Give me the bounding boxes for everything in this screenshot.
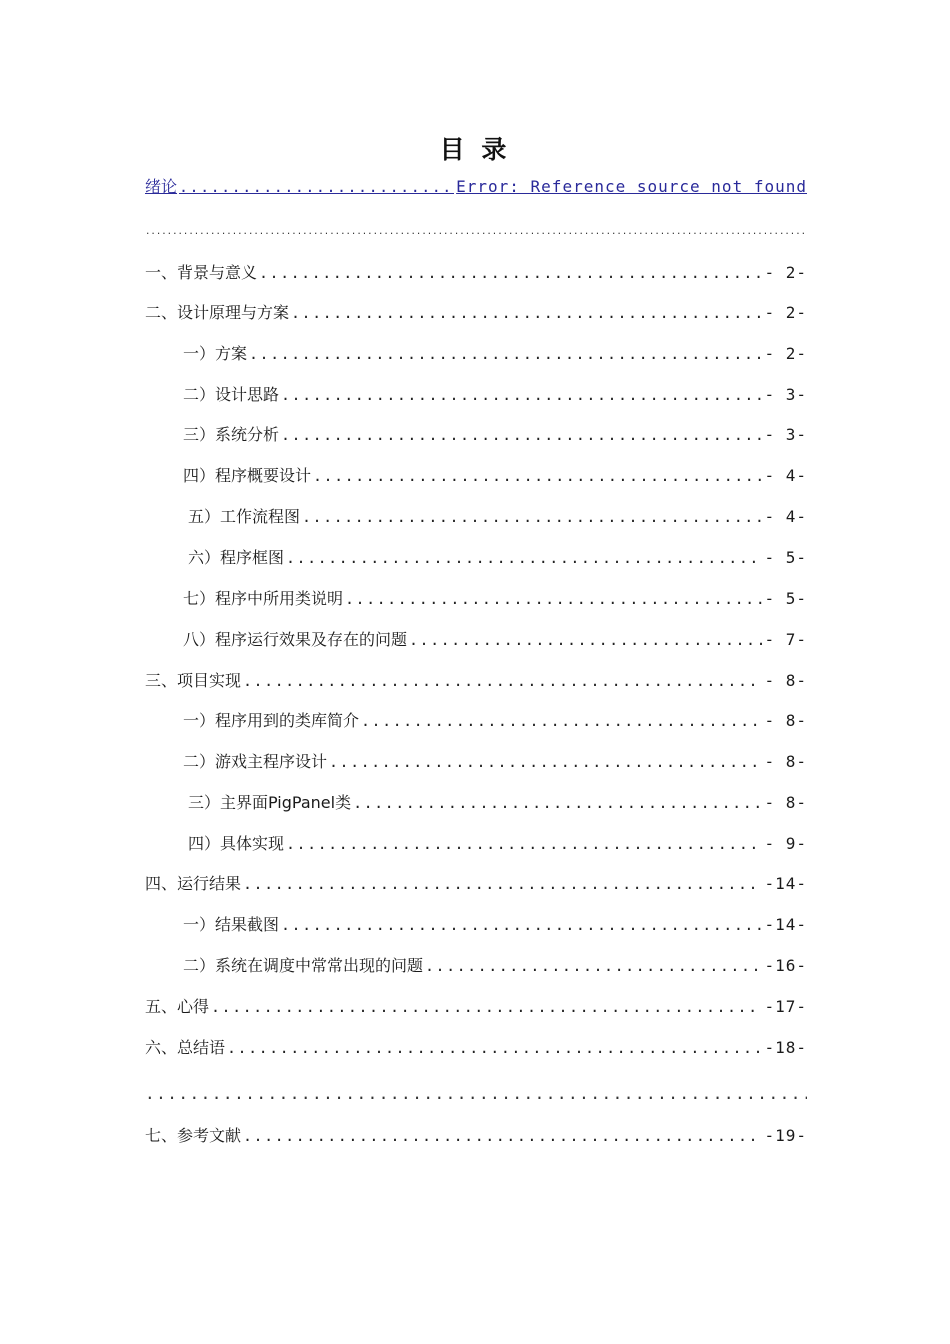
toc-entry-page: - 8- — [764, 752, 807, 771]
leader-dots — [249, 342, 762, 366]
toc-entry[interactable] — [183, 709, 807, 733]
leader-dots — [281, 383, 762, 407]
toc-entry-page: - 7- — [764, 630, 807, 649]
toc-entry-label: 八）程序运行效果及存在的问题 — [183, 630, 408, 649]
toc-entry[interactable] — [188, 791, 807, 815]
toc-entry-label: 三）系统分析 — [183, 425, 280, 444]
toc-entry[interactable] — [183, 464, 807, 488]
toc-entry-label: 三、项目实现 — [145, 671, 242, 690]
leader-dots — [243, 1124, 762, 1148]
toc-entry-page: - 2- — [764, 263, 807, 282]
leader-dots — [243, 669, 762, 693]
toc-entry-page: - 5- — [764, 589, 807, 608]
leader-dots — [286, 832, 762, 856]
toc-entry-label: 二、设计原理与方案 — [145, 303, 290, 322]
toc-entry-page: - 3- — [764, 425, 807, 444]
leader-dots — [353, 791, 762, 815]
leader-dots — [291, 301, 762, 325]
leader-dots — [179, 175, 454, 199]
toc-entry[interactable] — [183, 750, 807, 774]
toc-entry-label: 七、参考文献 — [145, 1126, 242, 1145]
toc-entry-page: -19- — [764, 1126, 807, 1145]
toc-entry[interactable] — [145, 301, 807, 325]
toc-entry[interactable] — [145, 1124, 807, 1148]
toc-entry-label: 四、运行结果 — [145, 874, 242, 893]
leader-dots-line — [145, 1082, 807, 1106]
toc-entry-label: 五）工作流程图 — [188, 507, 301, 526]
toc-entry-label: 六）程序框图 — [188, 548, 285, 567]
leader-dots — [409, 628, 762, 652]
toc-title: 目 录 — [439, 135, 511, 164]
toc-entry-page: - 2- — [764, 303, 807, 322]
toc-entry-label: 一、背景与意义 — [145, 263, 258, 282]
leader-dots — [361, 709, 762, 733]
leader-dots — [313, 464, 762, 488]
toc-entry[interactable] — [183, 587, 807, 611]
toc-entry-page: -14- — [764, 874, 807, 893]
toc-entry-label: 一）方案 — [183, 344, 248, 363]
toc-entry-link[interactable] — [145, 175, 807, 199]
toc-entry[interactable] — [145, 261, 807, 285]
toc-entry-page: - 8- — [764, 711, 807, 730]
toc-entry[interactable] — [145, 669, 807, 693]
toc-entry-label: 四）具体实现 — [188, 834, 285, 853]
toc-entry-label: 二）游戏主程序设计 — [183, 752, 328, 771]
leader-dots — [227, 1036, 762, 1060]
toc-entry-page: - 4- — [764, 507, 807, 526]
toc-entry-page: - 2- — [764, 344, 807, 363]
toc-entry[interactable] — [183, 628, 807, 652]
toc-entry-label: 三）主界面PigPanel类 — [188, 793, 352, 812]
toc-entry-page: - 3- — [764, 385, 807, 404]
toc-entry[interactable] — [183, 913, 807, 937]
toc-entry-label: 绪论 — [145, 177, 178, 196]
toc-entry-page: Error: Reference source not found — [456, 177, 807, 196]
toc-entry-label: 七）程序中所用类说明 — [183, 589, 344, 608]
toc-entry-page: - 8- — [764, 793, 807, 812]
toc-entry[interactable] — [183, 423, 807, 447]
toc-entry-page: - 9- — [764, 834, 807, 853]
toc-entry[interactable] — [145, 872, 807, 896]
toc-entry-page: -17- — [764, 997, 807, 1016]
leader-dots — [286, 546, 762, 570]
toc-entry-label: 二）系统在调度中常常出现的问题 — [183, 956, 424, 975]
toc-entry-page: - 4- — [764, 466, 807, 485]
toc-entry-page: - 5- — [764, 548, 807, 567]
toc-entry-label: 六、总结语 — [145, 1038, 226, 1057]
toc-entry-label: 一）程序用到的类库简介 — [183, 711, 360, 730]
toc-entry-label: 四）程序概要设计 — [183, 466, 312, 485]
leader-dots — [211, 995, 762, 1019]
toc-entry-label: 五、心得 — [145, 997, 210, 1016]
toc-entry[interactable] — [183, 342, 807, 366]
toc-entry[interactable] — [183, 383, 807, 407]
leader-dots — [243, 872, 762, 896]
toc-entry-page: - 8- — [764, 671, 807, 690]
toc-entry-page: -18- — [764, 1038, 807, 1057]
toc-entry[interactable] — [145, 1036, 807, 1060]
toc-entry[interactable] — [145, 995, 807, 1019]
toc-entry-page: -16- — [764, 956, 807, 975]
leader-dots — [329, 750, 762, 774]
leader-dots — [302, 505, 762, 529]
toc-entry-label: 二）设计思路 — [183, 385, 280, 404]
toc-entry[interactable] — [188, 505, 807, 529]
toc-entry[interactable] — [188, 546, 807, 570]
leader-dots — [281, 423, 762, 447]
toc-entry-label: 一）结果截图 — [183, 915, 280, 934]
toc-entry[interactable] — [188, 832, 807, 856]
leader-dots — [259, 261, 762, 285]
leader-dots-line — [145, 226, 807, 238]
toc-entry[interactable] — [183, 954, 807, 978]
leader-dots — [281, 913, 762, 937]
toc-entry-page: -14- — [764, 915, 807, 934]
leader-dots — [425, 954, 762, 978]
leader-dots — [345, 587, 762, 611]
